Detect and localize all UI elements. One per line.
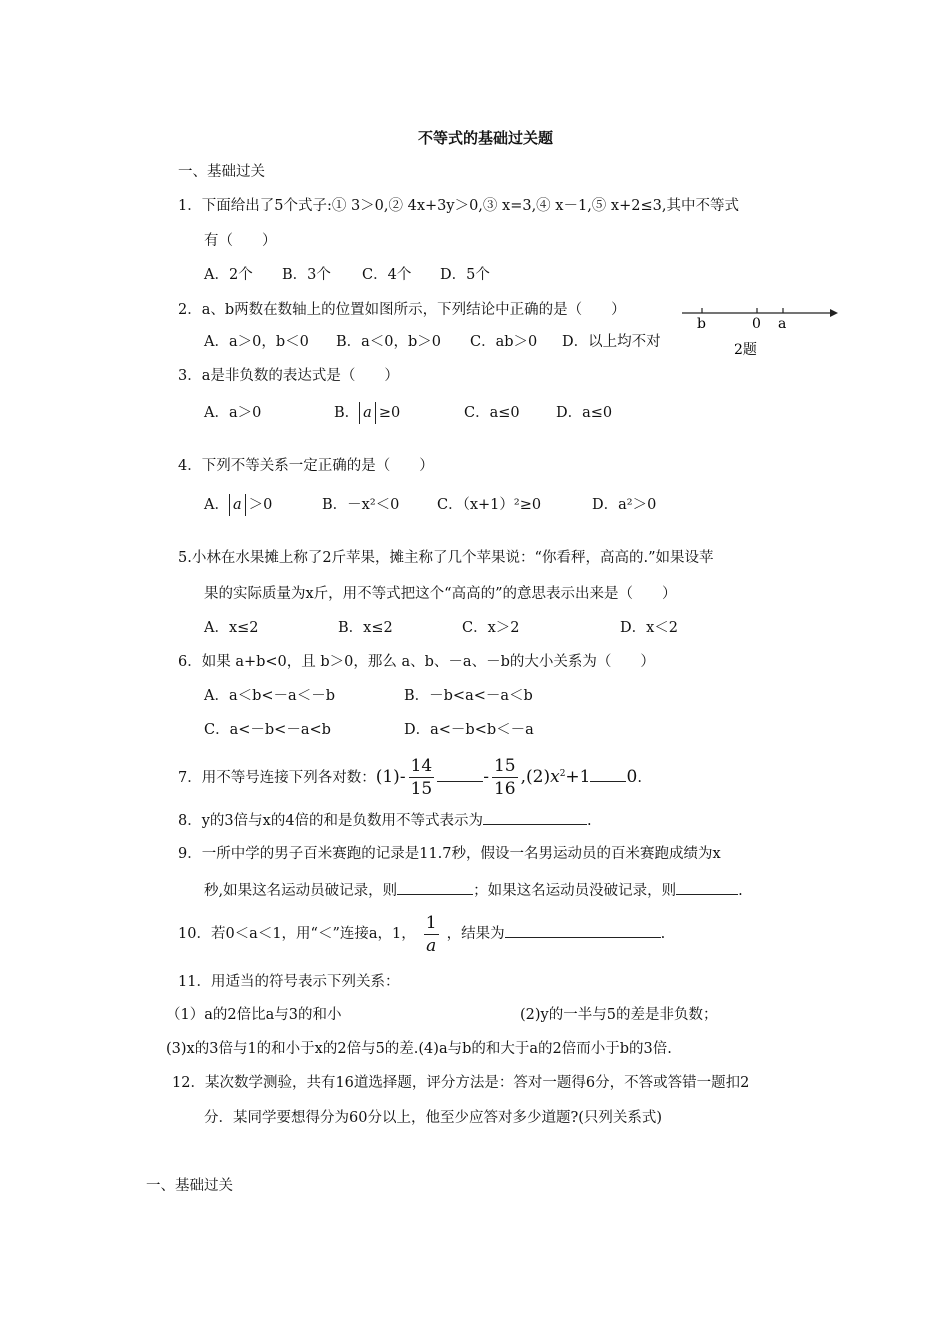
axis-label-a: a <box>778 316 787 332</box>
q3-option-c: C．a≤0 <box>464 405 520 421</box>
q10-line: 10．若0＜a＜1，用“＜”连接a，1， $\frac{1}{a}$ ，结果为 . <box>178 912 666 956</box>
q2-options <box>204 332 661 352</box>
abs-a-expression: a <box>359 402 376 424</box>
q4-options <box>204 494 656 516</box>
q3-option-a: A．a＞0 <box>204 405 262 421</box>
q11-part2: (2)y的一半与5的差是非负数； <box>520 1007 718 1023</box>
q7-blank-1[interactable] <box>437 767 483 782</box>
q12-text: 12．某次数学测验，共有16道选择题，评分方法是：答对一题得6分，不答或答错一题扣2 <box>172 1075 750 1091</box>
q9-blank-1[interactable] <box>397 880 473 895</box>
q6-option-d: D．a<－b<b＜－a <box>404 722 534 738</box>
q8-text: 8．y的3倍与x的4倍的和是负数用不等式表示为 <box>178 813 484 829</box>
q11-text: 11．用适当的符号表示下列关系： <box>178 974 400 990</box>
q6-option-b: B．－b<a<－a＜b <box>404 688 533 704</box>
q1-cont: 有（ ） <box>204 233 277 249</box>
number-line-figure <box>680 300 840 364</box>
fraction-14-15: $\frac{14}{15}$ <box>410 756 433 800</box>
q2-option-d: D．以上均不对 <box>562 334 661 350</box>
q4-text: 4．下列不等关系一定正确的是（ ） <box>178 458 434 474</box>
q1-option-a: A．2个 <box>204 267 253 283</box>
q3-option-d: D．a≤0 <box>556 405 613 421</box>
q9-cont: 秒,如果这名运动员破记录，则 ；如果这名运动员没破记录，则 . <box>204 880 743 901</box>
q10-text: 10．若0＜a＜1，用“＜”连接a，1， <box>178 926 416 942</box>
q2-option-c: C．ab＞0 <box>470 334 538 350</box>
q5-cont: 果的实际质量为x斤，用不等式把这个“高高的”的意思表示出来是（ ） <box>204 586 677 602</box>
q8-blank[interactable] <box>483 810 587 825</box>
q6-options-row1 <box>204 686 533 706</box>
q1-option-c: C．4个 <box>362 267 412 283</box>
q6-option-a: A．a＜b<－a＜－b <box>204 688 335 704</box>
q8-line: 8．y的3倍与x的4倍的和是负数用不等式表示为 . <box>178 810 592 831</box>
section-heading: 一、基础过关 <box>178 164 265 180</box>
q6-option-c: C．a<－b<－a<b <box>204 722 331 738</box>
q1-option-d: D．5个 <box>440 267 490 283</box>
abs-a-expression-2: a <box>229 494 246 516</box>
q2-option-a: A．a＞0，b＜0 <box>204 334 309 350</box>
q7-text: 7．用不等号连接下列各对数： <box>178 769 376 786</box>
q1-options <box>204 265 490 285</box>
q11-part3: (3)x的3倍与1的和小于x的2倍与5的差.(4)a与b的和大于a的2倍而小于b的3倍. <box>166 1041 672 1057</box>
q3-options <box>204 402 612 424</box>
q7-line: 7．用不等号连接下列各对数：(1)- $\frac{14}{15}$ - $\frac{15}{16}$ $,(2)x^2+1$ 0. <box>178 756 642 800</box>
q1-text: 1．下面给出了5个式子:① 3＞0,② 4x+3y＞0,③ x=3,④ x－1,⑤ x+2≤3,其中不等式 <box>178 198 739 214</box>
q10-blank[interactable] <box>505 923 661 938</box>
q9-blank-2[interactable] <box>676 880 738 895</box>
q3-text: 3．a是非负数的表达式是（ ） <box>178 368 399 384</box>
q5-options <box>204 618 678 638</box>
q12-cont: 分．某同学要想得分为60分以上，他至少应答对多少道题?(只列关系式) <box>204 1110 663 1126</box>
axis-label-zero: 0 <box>752 316 761 332</box>
page-title: 不等式的基础过关题 <box>418 129 554 147</box>
q5-text: 5.小林在水果摊上称了2斤苹果，摊主称了几个苹果说：“你看秤，高高的.”如果设苹 <box>178 550 714 566</box>
fraction-15-16: $\frac{15}{16}$ <box>493 756 516 800</box>
axis-label-b: b <box>697 316 706 332</box>
q4-option-a: A． a ＞0 <box>204 494 322 516</box>
q1-option-b: B．3个 <box>282 267 331 283</box>
figure-caption: 2题 <box>734 342 757 358</box>
fraction-1-over-a: $\frac{1}{a}$ <box>425 912 437 956</box>
q5-option-a: A．x≤2 <box>204 620 259 636</box>
q9-text: 9．一所中学的男子百米赛跑的记录是11.7秒，假设一名男运动员的百米赛跑成绩为x <box>178 846 721 862</box>
q5-option-c: C．x＞2 <box>462 620 520 636</box>
q11-part1: （1）a的2倍比a与3的和小 <box>166 1007 342 1023</box>
q4-option-b: B．－x²＜0 <box>322 497 400 513</box>
q3-option-b: B． a ≥0 <box>334 402 464 424</box>
q2-option-b: B．a＜0，b＞0 <box>336 334 442 350</box>
footer-section-heading: 一、基础过关 <box>146 1178 233 1194</box>
q4-option-d: D．a²＞0 <box>592 497 657 513</box>
q5-option-d: D．x＜2 <box>620 620 679 636</box>
q7-blank-2[interactable] <box>590 767 626 782</box>
q6-text: 6．如果 a+b<0，且 b＞0，那么 a、b、－a、－b的大小关系为（ ） <box>178 654 655 670</box>
q4-option-c: C．（x+1）²≥0 <box>437 497 542 513</box>
q6-options-row2 <box>204 720 534 740</box>
q2-text: 2．a、b两数在数轴上的位置如图所示，下列结论中正确的是（ ） <box>178 302 626 318</box>
q5-option-b: B．x≤2 <box>338 620 393 636</box>
